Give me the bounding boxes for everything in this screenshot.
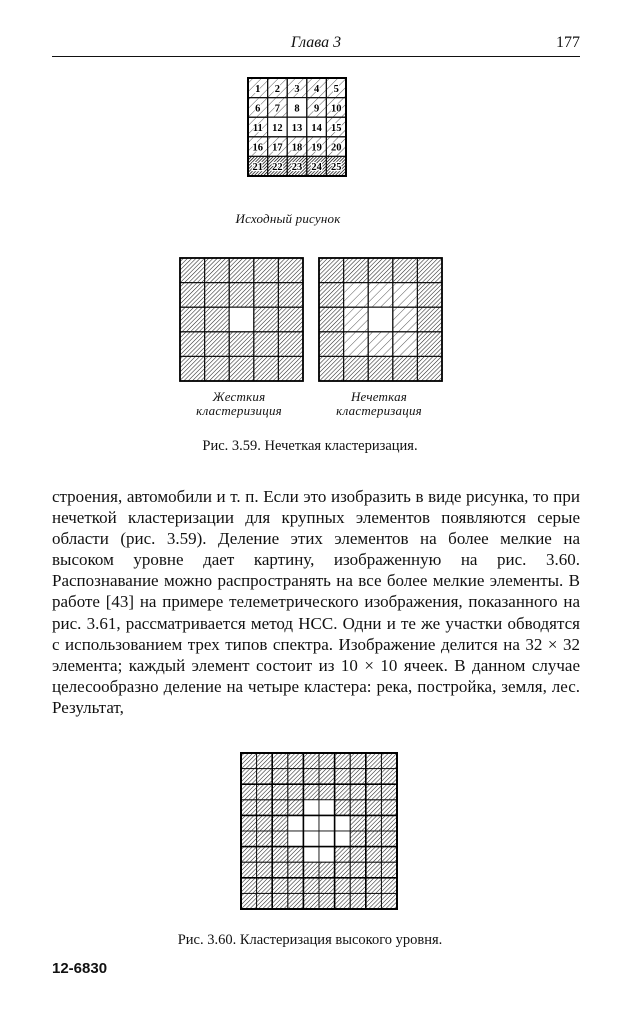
grid-cell xyxy=(319,847,335,863)
grid-cell xyxy=(381,753,397,769)
grid-cell xyxy=(381,784,397,800)
grid-cell xyxy=(288,769,304,785)
grid-cell xyxy=(272,815,288,831)
grid-cell xyxy=(303,831,319,847)
grid-cell xyxy=(335,878,351,894)
grid-cell xyxy=(241,893,257,909)
high-level-clustering-grid xyxy=(241,753,397,909)
cell-number: 7 xyxy=(274,103,281,115)
grid-cell xyxy=(303,878,319,894)
grid-cell xyxy=(319,307,344,332)
grid-cell xyxy=(393,307,418,332)
grid-cell xyxy=(180,283,205,308)
grid-cell xyxy=(381,831,397,847)
grid-cell xyxy=(350,769,366,785)
fuzzy-label-line1: Нечеткая xyxy=(350,389,408,404)
grid-cell xyxy=(319,862,335,878)
grid-cell xyxy=(288,753,304,769)
grid-cell xyxy=(257,862,273,878)
fuzzy-clustering-grid xyxy=(319,258,442,381)
grid-cell xyxy=(381,815,397,831)
grid-cell xyxy=(257,784,273,800)
grid-cell xyxy=(303,893,319,909)
cell-number: 12 xyxy=(272,123,283,134)
grid-cell xyxy=(229,356,254,381)
grid-cell xyxy=(381,893,397,909)
grid-cell xyxy=(335,847,351,863)
cell-number: 20 xyxy=(330,142,342,154)
grid-cell xyxy=(257,753,273,769)
grid-cell xyxy=(272,862,288,878)
grid-cell xyxy=(417,356,442,381)
grid-cell xyxy=(241,847,257,863)
grid-cell xyxy=(335,753,351,769)
grid-cell xyxy=(381,800,397,816)
grid-cell xyxy=(319,258,344,283)
cell-number: 9 xyxy=(313,103,320,115)
grid-cell xyxy=(303,769,319,785)
cell-number: 4 xyxy=(313,83,320,95)
grid-cell xyxy=(254,283,279,308)
grid-cell xyxy=(303,862,319,878)
grid-cell xyxy=(180,258,205,283)
grid-cell xyxy=(288,878,304,894)
cell-number: 13 xyxy=(291,123,303,134)
grid-cell xyxy=(350,893,366,909)
grid-cell xyxy=(366,831,382,847)
grid-cell xyxy=(272,831,288,847)
grid-cell xyxy=(350,878,366,894)
cell-number: 5 xyxy=(333,83,339,95)
cell-number: 15 xyxy=(330,123,342,134)
grid-cell xyxy=(241,784,257,800)
grid-cell xyxy=(335,769,351,785)
grid-cell xyxy=(272,769,288,785)
grid-cell xyxy=(319,878,335,894)
grid-cell xyxy=(417,332,442,357)
hard-clustering-label xyxy=(176,390,302,418)
grid-cell xyxy=(366,878,382,894)
grid-cell xyxy=(344,258,369,283)
grid-cell xyxy=(344,283,369,308)
grid-cell xyxy=(272,753,288,769)
grid-cell xyxy=(278,307,303,332)
grid-cell xyxy=(350,815,366,831)
cell-number: 18 xyxy=(291,142,303,154)
grid-cell xyxy=(319,332,344,357)
cell-number: 6 xyxy=(255,103,261,115)
grid-cell xyxy=(335,831,351,847)
grid-cell xyxy=(241,862,257,878)
grid-cell xyxy=(319,283,344,308)
cell-number: 17 xyxy=(272,142,283,154)
grid-cell xyxy=(288,815,304,831)
grid-cell xyxy=(180,356,205,381)
cell-number: 3 xyxy=(294,83,300,95)
grid-cell xyxy=(241,769,257,785)
grid-cell xyxy=(417,258,442,283)
grid-cell xyxy=(350,784,366,800)
hard-clustering-grid xyxy=(180,258,303,381)
grid-cell xyxy=(319,769,335,785)
grid-cell xyxy=(319,356,344,381)
grid-cell xyxy=(205,283,230,308)
grid-cell xyxy=(257,831,273,847)
grid-cell xyxy=(272,784,288,800)
source-grid xyxy=(248,78,346,176)
grid-cell xyxy=(381,769,397,785)
grid-cell xyxy=(319,784,335,800)
figure-3-60-caption: Рис. 3.60. Кластеризация высокого уровня. xyxy=(177,932,443,948)
grid-cell xyxy=(350,847,366,863)
grid-cell xyxy=(254,356,279,381)
grid-cell xyxy=(257,815,273,831)
grid-cell xyxy=(393,258,418,283)
grid-cell xyxy=(350,831,366,847)
grid-cell xyxy=(180,332,205,357)
cell-number: 21 xyxy=(252,162,264,174)
grid-cell xyxy=(335,862,351,878)
cell-number: 16 xyxy=(252,142,264,154)
grid-cell xyxy=(335,784,351,800)
paragraph-text: строения, автомобили и т. п. Если это изобразить в виде рисунка, то при нечеткой кластеризации для крупных элементов появляются серые области (рис. 3.59). Деление этих элементов на более мелкие на высоком уровне дает картину, изображенную на рис. 3.60. Распознавание можно распространять на все более мелкие элементы. В работе [43] на примере телеметрического изображения, показанного на рис. 3.61, рассматривается метод НСС. Одни и те же участки обводятся с использованием трех типов спектра. Изображение делится на 32 × 32 элемента; каждый элемент состоит из 10 × 10 ячеек. В данном случае целесообразно деление на четыре кластера: река, постройка, земля, лес. Результат, xyxy=(52,487,580,717)
grid-cell xyxy=(229,307,254,332)
grid-cell xyxy=(278,356,303,381)
grid-cell xyxy=(368,332,393,357)
grid-cell xyxy=(303,800,319,816)
grid-cell xyxy=(335,893,351,909)
grid-cell xyxy=(303,753,319,769)
grid-cell xyxy=(205,356,230,381)
grid-cell xyxy=(350,862,366,878)
cell-number: 19 xyxy=(311,142,322,154)
grid-cell xyxy=(366,847,382,863)
grid-cell xyxy=(368,258,393,283)
grid-cell xyxy=(368,283,393,308)
grid-cell xyxy=(381,847,397,863)
grid-cell xyxy=(288,893,304,909)
grid-cell xyxy=(278,283,303,308)
grid-cell xyxy=(205,307,230,332)
grid-cell xyxy=(335,800,351,816)
grid-cell xyxy=(257,878,273,894)
grid-cell xyxy=(241,831,257,847)
grid-cell xyxy=(254,332,279,357)
body-paragraph xyxy=(52,486,580,718)
cell-number: 24 xyxy=(311,162,322,174)
grid-cell xyxy=(319,815,335,831)
grid-cell xyxy=(205,332,230,357)
grid-cell xyxy=(272,893,288,909)
grid-cell xyxy=(288,831,304,847)
grid-cell xyxy=(366,769,382,785)
grid-cell xyxy=(303,847,319,863)
grid-cell xyxy=(417,307,442,332)
grid-cell xyxy=(272,878,288,894)
grid-cell xyxy=(381,862,397,878)
grid-cell xyxy=(393,356,418,381)
cell-number: 2 xyxy=(274,83,281,95)
grid-cell xyxy=(257,800,273,816)
grid-cell xyxy=(288,800,304,816)
grid-cell xyxy=(288,847,304,863)
source-grid-label: Исходный рисунок xyxy=(235,211,341,226)
grid-cell xyxy=(229,258,254,283)
grid-cell xyxy=(350,753,366,769)
grid-cell xyxy=(366,862,382,878)
cell-number: 1 xyxy=(255,83,261,95)
grid-cell xyxy=(366,815,382,831)
cell-number: 14 xyxy=(311,123,322,134)
grid-cell xyxy=(288,784,304,800)
cell-number: 8 xyxy=(294,103,300,115)
grid-cell xyxy=(335,815,351,831)
grid-cell xyxy=(278,332,303,357)
grid-cell xyxy=(344,356,369,381)
grid-cell xyxy=(366,800,382,816)
grid-cell xyxy=(381,878,397,894)
grid-cell xyxy=(366,753,382,769)
grid-cell xyxy=(319,800,335,816)
grid-cell xyxy=(241,815,257,831)
grid-cell xyxy=(241,800,257,816)
grid-cell xyxy=(272,800,288,816)
grid-cell xyxy=(344,332,369,357)
figure-3-59-caption: Рис. 3.59. Нечеткая кластеризация. xyxy=(202,438,418,454)
grid-cell xyxy=(272,847,288,863)
grid-cell xyxy=(229,332,254,357)
grid-cell xyxy=(303,815,319,831)
grid-cell xyxy=(319,893,335,909)
page-number: 177 xyxy=(556,34,580,51)
grid-cell xyxy=(366,893,382,909)
grid-cell xyxy=(278,258,303,283)
grid-cell xyxy=(344,307,369,332)
hard-label-line1: Жесткия xyxy=(212,389,266,404)
grid-cell xyxy=(241,753,257,769)
grid-cell xyxy=(393,332,418,357)
grid-cell xyxy=(254,258,279,283)
grid-cell xyxy=(288,862,304,878)
grid-cell xyxy=(257,893,273,909)
grid-cell xyxy=(319,753,335,769)
grid-cell xyxy=(368,356,393,381)
cell-number: 10 xyxy=(330,103,342,115)
grid-cell xyxy=(241,878,257,894)
grid-cell xyxy=(350,800,366,816)
cell-number: 22 xyxy=(272,162,283,174)
grid-cell xyxy=(368,307,393,332)
printer-signature: 12-6830 xyxy=(52,960,108,977)
grid-cell xyxy=(319,831,335,847)
grid-cell xyxy=(229,283,254,308)
grid-cell xyxy=(257,769,273,785)
cell-number: 11 xyxy=(252,123,263,134)
grid-cell xyxy=(417,283,442,308)
cell-number: 25 xyxy=(330,162,342,174)
grid-cell xyxy=(393,283,418,308)
fuzzy-label-line2: кластеризация xyxy=(336,403,422,418)
grid-cell xyxy=(257,847,273,863)
hard-label-line2: кластеризиция xyxy=(196,403,282,418)
grid-cell xyxy=(254,307,279,332)
grid-cell xyxy=(205,258,230,283)
grid-cell xyxy=(303,784,319,800)
cell-number: 23 xyxy=(291,162,303,174)
chapter-title: Глава 3 xyxy=(290,34,342,51)
fuzzy-clustering-label xyxy=(316,390,442,418)
grid-cell xyxy=(366,784,382,800)
grid-cell xyxy=(180,307,205,332)
